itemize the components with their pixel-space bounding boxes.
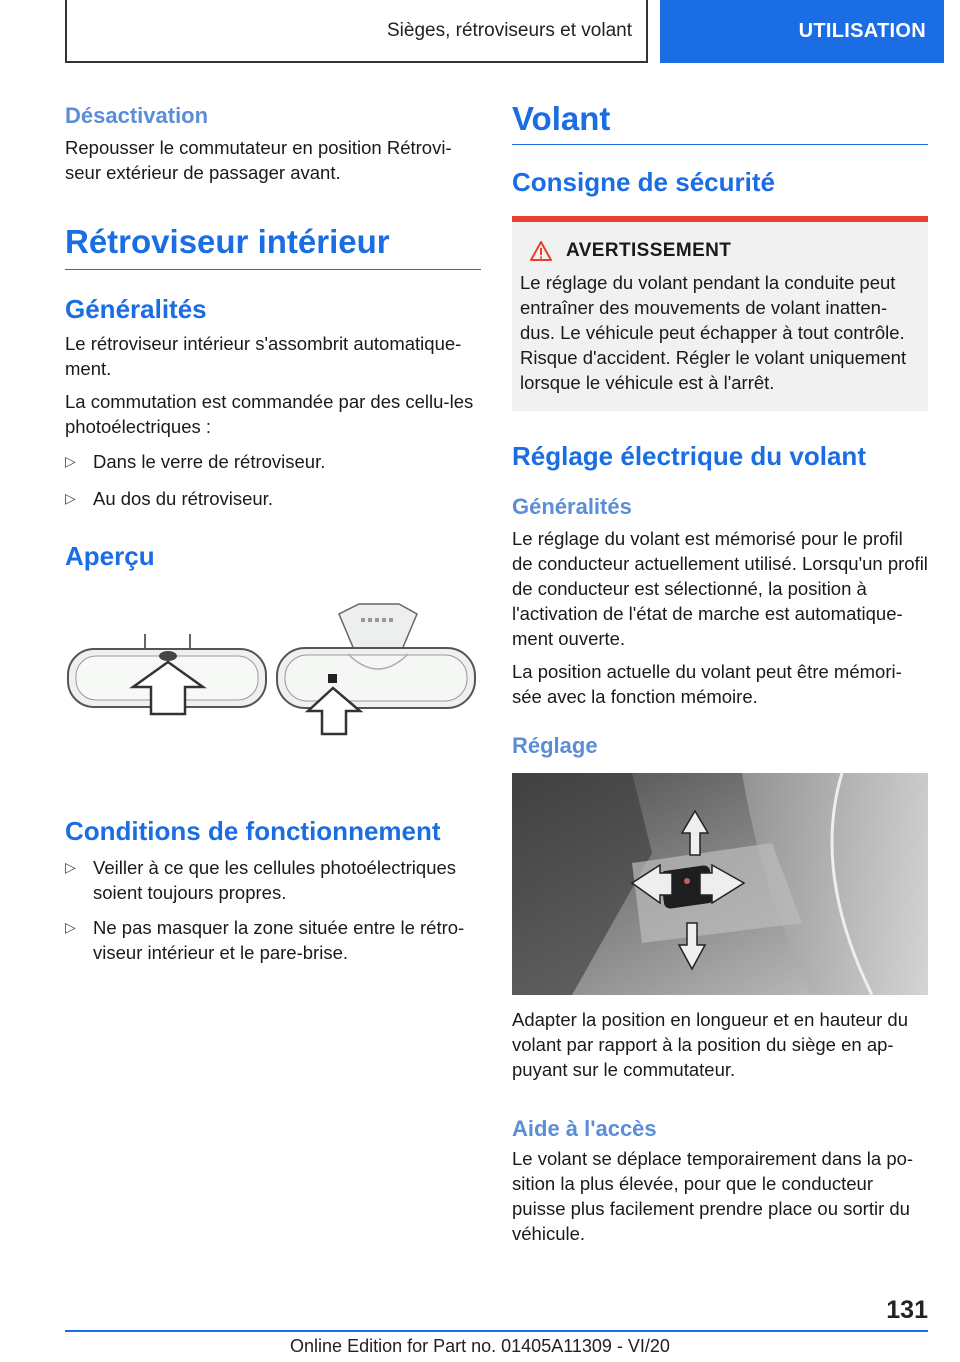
general-heading-right: Généralités xyxy=(512,494,632,519)
page-number: 131 xyxy=(886,1296,928,1324)
left-column xyxy=(65,100,481,965)
adjust-heading: Réglage xyxy=(512,733,598,758)
deactivation-heading: Désactivation xyxy=(65,103,209,128)
chapter-header xyxy=(65,0,648,63)
general-right-paragraph-2: La position actuelle du volant peut être mémori-sée avec la fonction mémoire. xyxy=(512,661,902,707)
footer-divider xyxy=(65,1330,928,1332)
overview-heading: Aperçu xyxy=(65,541,155,571)
bullet-item xyxy=(65,449,481,474)
chapter-title: Sièges, rétroviseurs et volant xyxy=(386,19,632,41)
bullet-text: Veiller à ce que les cellules photoélectriques soient toujours propres. xyxy=(93,857,457,903)
bullet-item xyxy=(65,855,481,905)
warning-label: AVERTISSEMENT xyxy=(566,240,732,261)
bullet-triangle-icon: ▷ xyxy=(65,453,76,469)
bullet-triangle-icon: ▷ xyxy=(65,490,76,506)
general-bullet-list xyxy=(65,449,481,511)
general-paragraph-2: La commutation est commandée par des cellu-les photoélectriques : xyxy=(65,391,474,437)
general-paragraph-1: Le rétroviseur intérieur s'assombrit automatique-ment. xyxy=(65,333,462,379)
bullet-text: Ne pas masquer la zone située entre le rétro-viseur intérieur et le pare-brise. xyxy=(93,917,465,963)
general-heading: Généralités xyxy=(65,294,207,324)
general-right-paragraph-1: Le réglage du volant est mémorisé pour le profil de conducteur actuellement utilisé. Lorsqu'un profil de conducteur est sélectionné, la position à l'activation de l'état de marche est automatique-ment ouverte. xyxy=(512,528,928,649)
warning-triangle-icon xyxy=(530,241,552,261)
access-text: Le volant se déplace temporairement dans la po-sition la plus élevée, pour que le conducteur puisse plus facilement prendre place ou sortir du véhicule. xyxy=(512,1148,914,1244)
bullet-text: Dans le verre de rétroviseur. xyxy=(93,451,326,472)
section-tab[interactable] xyxy=(660,0,944,63)
bullet-item xyxy=(65,915,481,965)
steering-heading: Volant xyxy=(512,100,928,145)
right-column xyxy=(512,100,928,1246)
conditions-bullet-list xyxy=(65,855,481,965)
warning-header xyxy=(520,240,920,262)
mirror-illustration xyxy=(65,594,481,764)
electric-adjust-heading: Réglage électrique du volant xyxy=(512,441,866,471)
bullet-triangle-icon: ▷ xyxy=(65,859,76,875)
access-heading: Aide à l'accès xyxy=(512,1116,657,1141)
conditions-heading: Conditions de fonctionnement xyxy=(65,816,441,846)
bullet-text: Au dos du rétroviseur. xyxy=(93,488,273,509)
safety-heading: Consigne de sécurité xyxy=(512,167,775,197)
steering-switch-photo xyxy=(512,773,928,995)
footer-edition: Online Edition for Part no. 01405A11309 - VI/20 xyxy=(290,1336,670,1356)
inner-mirror-heading: Rétroviseur intérieur xyxy=(65,223,481,270)
warning-text: Le réglage du volant pendant la conduite peut entraîner des mouvements de volant inatten-dus. Le véhicule peut échapper à tout contrôle. Risque d'accident. Régler le volant uniquement lorsque le véhicule est à l'arrêt. xyxy=(520,272,907,393)
warning-box xyxy=(512,216,928,411)
section-title: UTILISATION xyxy=(798,20,926,42)
bullet-triangle-icon: ▷ xyxy=(65,919,76,935)
deactivation-text: Repousser le commutateur en position Rétrovi-seur extérieur de passager avant. xyxy=(65,137,452,183)
adjust-text: Adapter la position en longueur et en hauteur du volant par rapport à la position du siège en ap-puyant sur le commutateur. xyxy=(512,1009,908,1080)
bullet-item xyxy=(65,486,481,511)
